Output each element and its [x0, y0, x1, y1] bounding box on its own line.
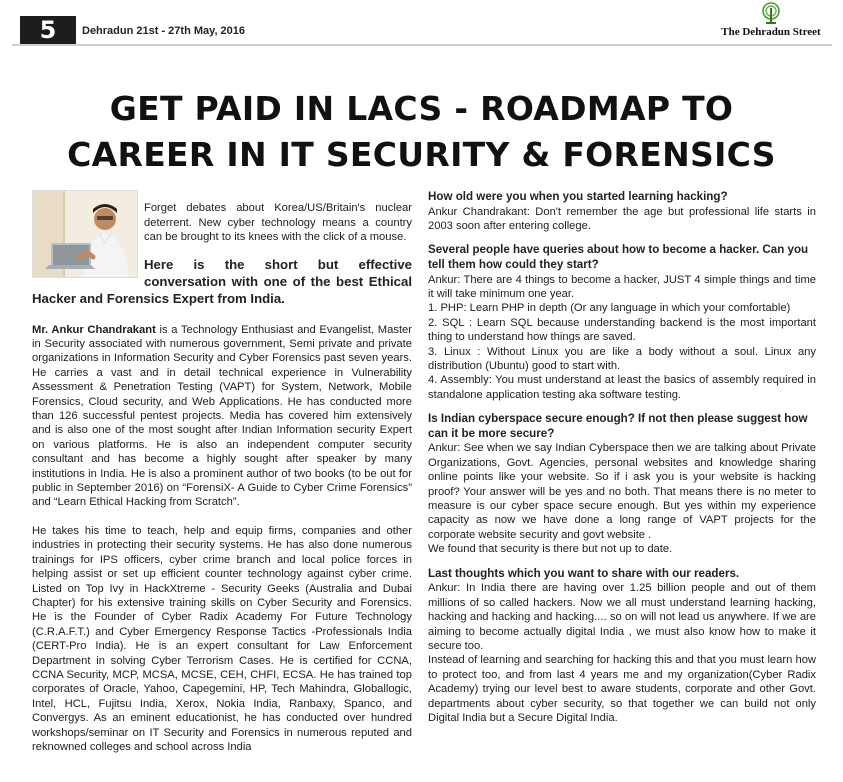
- masthead-name: The Dehradun Street: [721, 26, 821, 38]
- intro-paragraph: Forget debates about Korea/US/Britain's nuclear deterrent. New cyber technology means a country can be brought to its knees with the click of a mouse.: [144, 202, 412, 243]
- answer-2-line: 2. SQL : Learn SQL because understanding backend is the most important thing to understand how things are saved.: [428, 316, 816, 344]
- question-4: Last thoughts which you want to share with our readers.: [428, 566, 740, 580]
- right-column: [428, 190, 816, 735]
- question-1: How old were you when you started learning hacking?: [428, 190, 728, 203]
- title-line-2: CAREER IN IT SECURITY & FORENSICS: [67, 135, 776, 174]
- answer-3-line: We found that security is there but not up to date.: [428, 543, 673, 556]
- masthead-logo: [716, 2, 826, 44]
- page-number: 5: [20, 16, 76, 44]
- lead-paragraph: Here is the short but effective conversation with one of the best Ethical Hacker and Forensics Expert from India.: [32, 256, 412, 306]
- bio-text-1: is a Technology Enthusiast and Evangelist, Master in Security associated with numerous government, Semi private and private organizations in Information Security and Cyber Forensics past seven years. He carries a vast and in detail technical experience in Vulnerability Assessment & Penetration Testing (VAPT) for System, Network, Mobile Forensics, Cloud security, and Web Applications. He has conducted more than 126 successful pentest projects. Media has covered him extensively and is also one of the most sought after Indian Information security Expert on various platforms. He is also an independent computer security consultant and has become a highly sought after speaker by many institutions in India. He is also a prominent author of two books (to be out for public in September 2016) on “ForensiX- A Guide to Cyber Crime Forensics” and “Learn Ethical Hacking from Scratch”.: [32, 323, 412, 509]
- answer-2-line: 4. Assembly: You must understand at least the basics of assembly required in standalone application testing aka software testing.: [428, 374, 816, 401]
- bio-name: Mr. Ankur Chandrakant: [32, 323, 156, 336]
- qa-section-2: [428, 243, 816, 402]
- question-3: Is Indian cyberspace secure enough? If not then please suggest how can it be more secure?: [428, 412, 808, 440]
- issue-date: Dehradun 21st - 27th May, 2016: [82, 25, 246, 37]
- qa-section-1: [428, 190, 816, 233]
- answer-1-line: Ankur Chandrakant: Don't remember the age but professional life starts in 2003 soon after entering college.: [428, 205, 816, 232]
- answer-2-line: 1. PHP: Learn PHP in depth (Or any language in which your comfortable): [428, 302, 791, 315]
- author-photo: [32, 190, 138, 278]
- left-column: [32, 190, 412, 754]
- qa-section-4: [428, 567, 816, 726]
- radio-tower-icon: [758, 2, 784, 24]
- title-line-1: GET PAID IN LACS - ROADMAP TO: [109, 89, 734, 128]
- portrait-illustration: [33, 191, 137, 277]
- answer-2-line: Ankur: There are 4 things to become a hacker, JUST 4 simple things and time it will take minimum one year.: [428, 273, 816, 300]
- answer-3-line: Ankur: See when we say Indian Cyberspace then we are talking about Private Organizations, Govt. Agencies, personal websites and knowledge sharing online points like your website. So if i ask you is your website is hacking proof? Your answer will be yes and no both. That means there is no meter to measure is our cyber space secure enough. But yes within my experience capacity as now we have done a long range of VAPT projects for the corporate website security and govt website .: [428, 442, 816, 541]
- answer-4-line: Instead of learning and searching for hacking this and that you must learn how to protect too, and from last 4 years me and my organization(Cyber Radix Academy) trying our level best to aware students, corporate and other Govt. departments about cyber security, so that together we can build not only Digital India but a Secure Digital India.: [428, 654, 816, 724]
- bio-paragraph-2: He takes his time to teach, help and equip firms, companies and other industries in protecting their security systems. He has also done numerous trainings for IPS officers, cyber crime branch and local police forces in helping assist or set up efficient counter technology against cyber crime. Listed on Top Ivy in HackXtreme - Security Geeks (Australia and Dubai Chapter) for his extensive training skills on Cyber Security and Forensics. He is the Founder of Cyber Radix Academy For Future Technology (C.R.A.F.T.) and Cyber Emergency Response Tactics -Professionals India (CERT-Pro India). He is an expert consultant for Law Enforcement Department in solving Cyber Terrorism Cases. He is certified for CCNA, CCNA Security, MCP, MCSA, MCSE, CEH, CHFI, ECSA. He has trained top corporates of Oracle, Yahoo, Capegemini, HP, Tech Mahindra, Globallogic, Intel, HCL, Fujitsu India, Xerox, Nokia India, Ranbaxy, Spanco, and Convergys. As an eminent educationist, he has conducted over hundred workshops/seminar on IT Security and Forensics in numerous reputed and reknowned colleges and school across India: [32, 524, 412, 753]
- page-header: [12, 14, 832, 46]
- article-title: [10, 86, 833, 178]
- answer-2-line: 3. Linux : Without Linux you are like a body without a soul. Linux any distribution (Ubuntu) good to start with.: [428, 345, 816, 373]
- bio-paragraph-1: [32, 323, 412, 510]
- question-2: Several people have queries about how to become a hacker. Can you tell them how could they start?: [428, 243, 809, 271]
- answer-4-line: Ankur: In India there are having over 1.25 billion people and out of them millions of so called hackers. Now we all must understand learning hacking, hacking and hacking and hacking.... so on will not lead us anywhere. If we are aiming to become actually digital India , we must also know how to make it secure too.: [428, 582, 816, 652]
- qa-section-3: [428, 412, 816, 556]
